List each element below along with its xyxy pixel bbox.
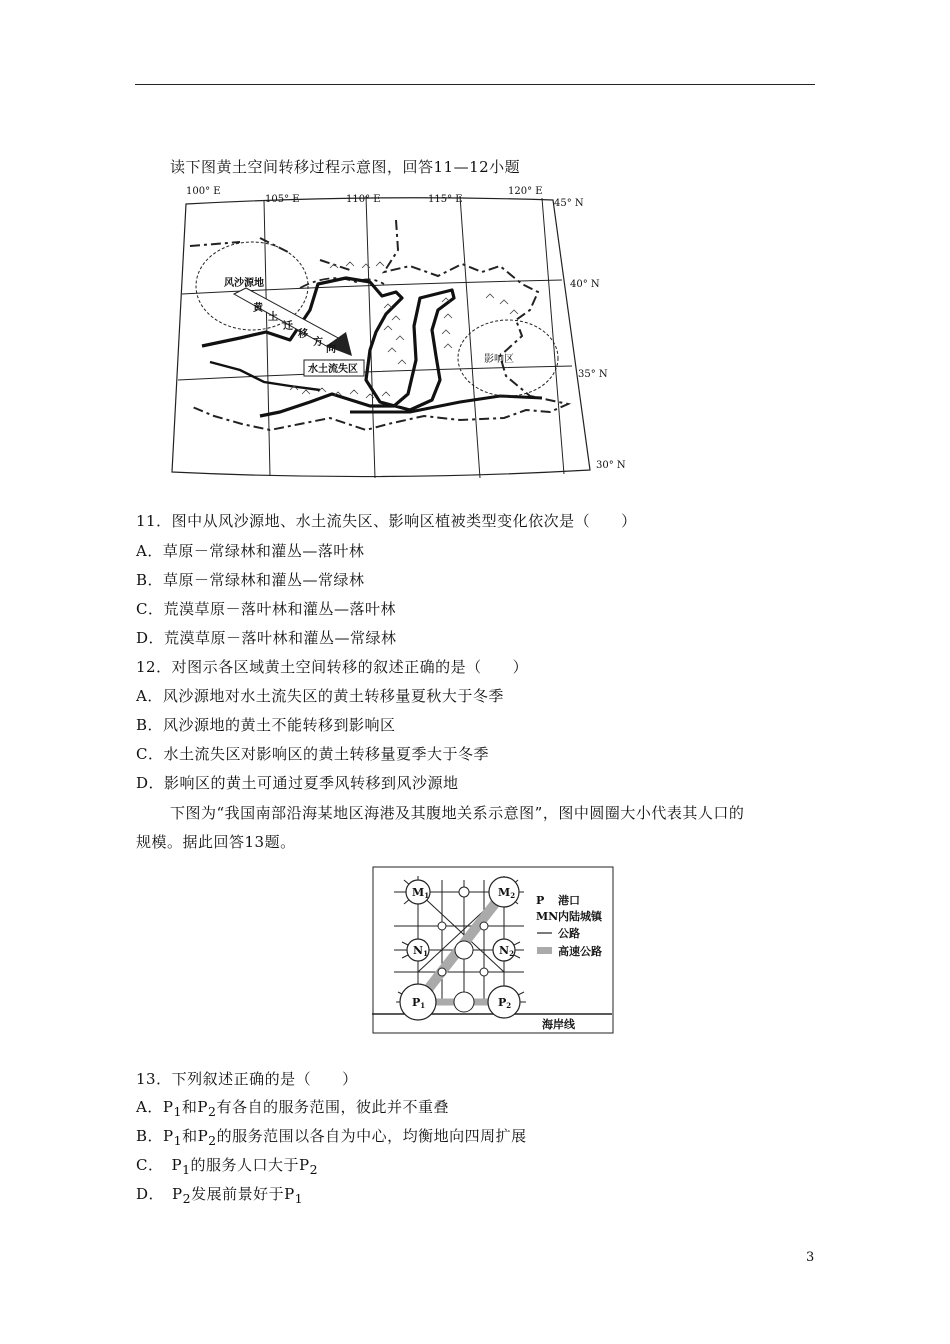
- intro-port-line1: 下图为“我国南部沿海某地区海港及其腹地关系示意图”，图中圆圈大小代表其人口的: [170, 804, 745, 822]
- intro-port-line2: 规模。据此回答13题。: [136, 833, 296, 851]
- loess-migration-map: [170, 180, 640, 480]
- port-hinterland-diagram: [372, 866, 614, 1034]
- svg-text:移: 移: [298, 329, 308, 340]
- header-rule: [135, 84, 815, 85]
- lon-label-115: 115° E: [428, 194, 463, 205]
- q12-option-c[interactable]: C．水土流失区对影响区的黄土转移量夏季大于冬季: [136, 745, 489, 763]
- lat-label-45: 45° N: [554, 198, 584, 209]
- svg-text:高速公路: 高速公路: [558, 945, 602, 958]
- q12-stem: 12．对图示各区域黄土空间转移的叙述正确的是（ ）: [136, 658, 529, 676]
- svg-text:M2: M2: [498, 886, 516, 900]
- svg-text:内陆城镇: 内陆城镇: [558, 910, 602, 923]
- region-erosion-label: 水土流失区: [308, 364, 358, 375]
- svg-text:土: 土: [268, 312, 278, 323]
- region-influence-label: 影响区: [484, 354, 514, 365]
- q12-option-a[interactable]: A．风沙源地对水土流失区的黄土转移量夏秋大于冬季: [136, 687, 504, 705]
- lat-label-40: 40° N: [570, 279, 600, 290]
- lat-label-35: 35° N: [578, 369, 608, 380]
- svg-text:N1: N1: [413, 944, 428, 958]
- q11-option-d[interactable]: D．荒漠草原－落叶林和灌丛—常绿林: [136, 629, 397, 647]
- q13-option-d[interactable]: D． $P_2$发展前景好于$P_1$: [136, 1185, 304, 1206]
- svg-text:N2: N2: [499, 944, 514, 958]
- coastline-label: 海岸线: [542, 1018, 575, 1031]
- q13-option-c[interactable]: C． $P_1$的服务人口大于$P_2$: [136, 1156, 319, 1177]
- lon-label-100: 100° E: [186, 186, 221, 197]
- q13-option-a[interactable]: A．$P_1$和$P_2$有各自的服务范围，彼此并不重叠: [136, 1098, 449, 1119]
- lat-label-30: 30° N: [596, 460, 626, 471]
- svg-text:M1: M1: [412, 886, 430, 900]
- svg-text:黄: 黄: [253, 303, 263, 314]
- svg-text:P1: P1: [412, 996, 426, 1010]
- migration-arrow: [234, 288, 352, 356]
- svg-text:P: P: [536, 894, 545, 907]
- intro-map-question: 读下图黄土空间转移过程示意图，回答11—12小题: [170, 158, 521, 176]
- svg-text:方: 方: [313, 337, 323, 348]
- lon-label-120: 120° E: [508, 186, 543, 197]
- q13-stem: 13．下列叙述正确的是（ ）: [136, 1070, 358, 1088]
- region-source-label: 风沙源地: [224, 278, 264, 289]
- q11-stem: 11．图中从风沙源地、水土流失区、影响区植被类型变化依次是（ ）: [136, 512, 637, 530]
- svg-text:公路: 公路: [558, 927, 580, 940]
- q12-option-b[interactable]: B．风沙源地的黄土不能转移到影响区: [136, 716, 396, 734]
- q11-option-b[interactable]: B．草原－常绿林和灌丛—常绿林: [136, 571, 365, 589]
- q12-option-d[interactable]: D．影响区的黄土可通过夏季风转移到风沙源地: [136, 774, 459, 792]
- q11-option-c[interactable]: C．荒漠草原－落叶林和灌丛—落叶林: [136, 600, 396, 618]
- svg-text:MN: MN: [536, 910, 559, 923]
- svg-text:P2: P2: [498, 996, 512, 1010]
- svg-text:港口: 港口: [558, 894, 580, 907]
- lon-label-110: 110° E: [346, 194, 381, 205]
- svg-text:向: 向: [326, 344, 336, 355]
- page-number: 3: [806, 1250, 815, 1265]
- svg-text:迁: 迁: [283, 321, 293, 332]
- q13-option-b[interactable]: B．$P_1$和$P_2$的服务范围以各自为中心，均衡地向四周扩展: [136, 1127, 527, 1148]
- q11-option-a[interactable]: A．草原－常绿林和灌丛—落叶林: [136, 542, 365, 560]
- lon-label-105: 105° E: [265, 194, 300, 205]
